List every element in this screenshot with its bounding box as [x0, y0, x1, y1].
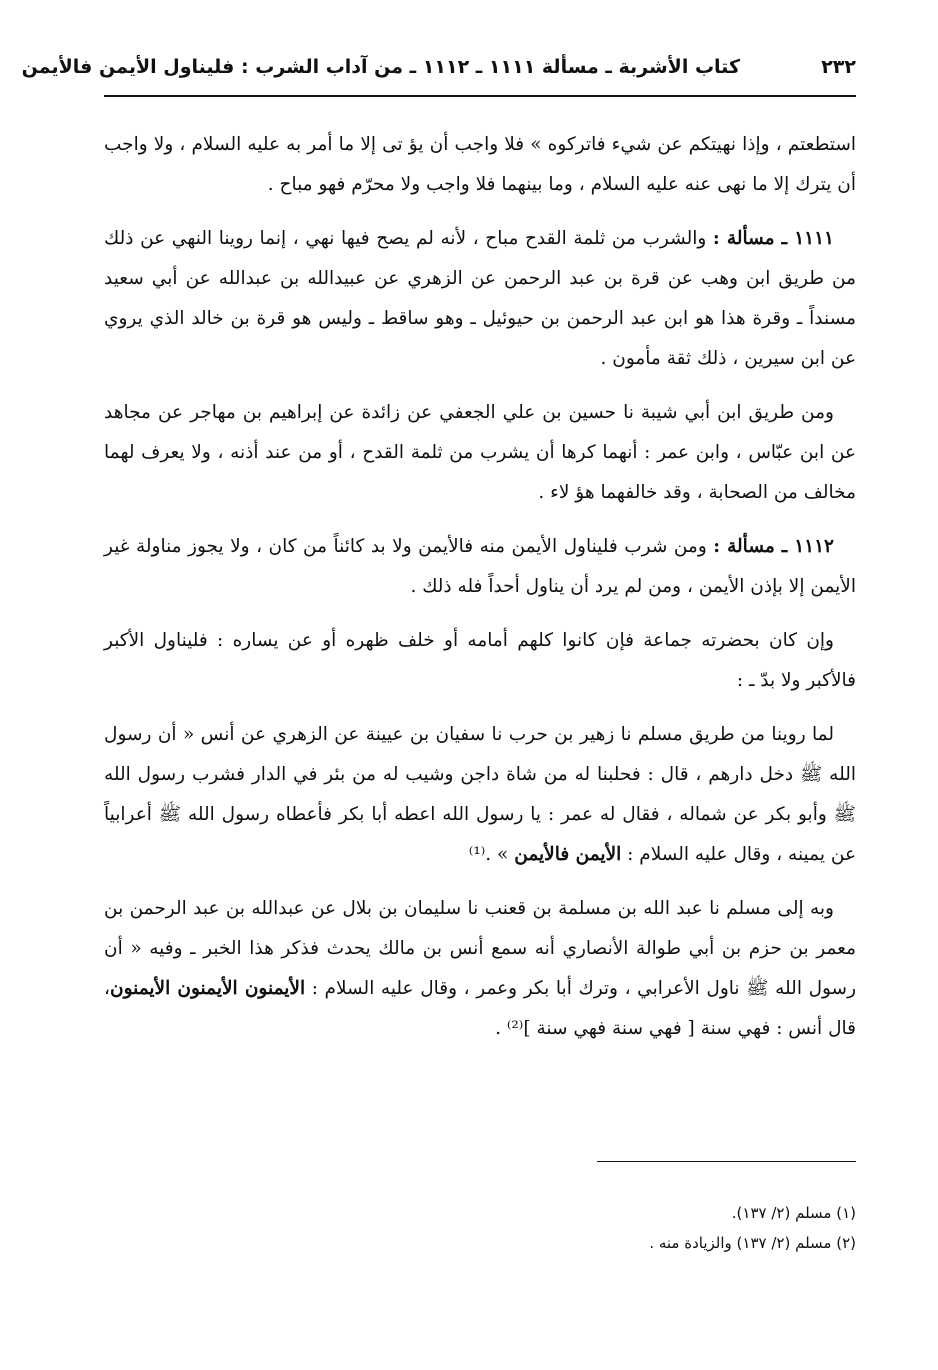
paragraph-text: لما روينا من طريق مسلم نا زهير بن حرب نا سفيان بن عيينة عن الزهري عن أنس « أن رسول الله ﷺ دخل دارهم ، قال : فحلبنا له من شاة داجن وشيب له من بئر في الدار فشرب رسول الله ﷺ وأبو بكر عن شماله ، فقال له عمر : يا رسول الله اعطه أبا بكر فأعطاه رسول الله ﷺ أعرابياً عن يمينه ، وقال عليه السلام :	[104, 724, 856, 865]
footnote-2: (٢) مسلم (٢/ ١٣٧) والزيادة منه .	[649, 1234, 856, 1252]
paragraph-hadith-1	[104, 715, 856, 875]
footnote-divider	[597, 1161, 856, 1162]
paragraph-masala-1111	[104, 219, 856, 379]
masala-number: ١١١٢ ـ مسألة :	[713, 536, 834, 557]
page-number: ٢٣٢	[821, 56, 856, 78]
paragraph	[104, 393, 856, 513]
header-divider	[104, 95, 856, 97]
hadith-quote-bold: الأيمنون الأيمنون الأيمنون	[109, 978, 306, 999]
paragraph-text: وإن كان بحضرته جماعة فإن كانوا كلهم أمامه أو خلف ظهره أو عن يساره : فليناول الأكبر فالأكبر ولا بدّ ـ :	[104, 630, 856, 691]
footnote-1: (١) مسلم (٢/ ١٣٧).	[731, 1204, 856, 1222]
paragraph-text: استطعتم ، وإذا نهيتكم عن شيء فاتركوه » فلا واجب أن يؤ تى إلا ما أمر به عليه السلام ، ولا واجب أن يترك إلا ما نهى عنه عليه السلام ، وما بينهما فلا واجب ولا محرّم فهو مباح .	[104, 134, 856, 195]
footnotes	[104, 1198, 856, 1258]
masala-number: ١١١١ ـ مسألة :	[712, 228, 834, 249]
paragraph-tail: ، قال أنس : فهي سنة [ فهي سنة فهي سنة ]⁽²⁾ .	[104, 978, 856, 1039]
paragraph-text: ومن شرب فليناول الأيمن منه فالأيمن ولا بد كائناً من كان ، ولا يجوز مناولة غير الأيمن إلا بإذن الأيمن ، ومن لم يرد أن يناول أحداً فله ذلك .	[104, 536, 856, 597]
paragraph-masala-1112	[104, 527, 856, 607]
running-title: كتاب الأشربة ـ مسألة ١١١١ ـ ١١١٢ ـ من آداب الشرب : فليناول الأيمن فالأيمن	[21, 56, 740, 78]
paragraph-hadith-2	[104, 889, 856, 1049]
paragraph-text: ومن طريق ابن أبي شيبة نا حسين بن علي الجعفي عن زائدة عن إبراهيم بن مهاجر عن مجاهد عن ابن عبّاس ، وابن عمر : أنهما كرها أن يشرب من ثلمة القدح ، أو من عند أذنه ، ولا يعرف لهما مخالف من الصحابة ، وقد خالفهما هؤ لاء .	[104, 402, 856, 503]
main-text	[104, 125, 856, 1063]
paragraph-text: والشرب من ثلمة القدح مباح ، لأنه لم يصح فيها نهي ، إنما روينا النهي عن ذلك من طريق ابن وهب عن قرة بن عبد الرحمن عن الزهري عن عبيدالله بن عبدالله عن أبي سعيد مسنداً ـ وقرة هذا هو ابن عبد الرحمن بن حيوئيل ـ وهو ساقط ـ وليس هو قرة بن خالد الذي يروي عن ابن سيرين ، ذلك ثقة مأمون .	[104, 228, 856, 369]
paragraph	[104, 621, 856, 701]
paragraph-text: وبه إلى مسلم نا عبد الله بن مسلمة بن قعنب نا سليمان بن بلال عن عبدالله بن عبد الرحمن بن معمر بن حزم بن أبي طوالة الأنصاري أنه سمع أنس بن مالك يحدث فذكر هذا الخبر ـ وفيه « أن رسول الله ﷺ ناول الأعرابي ، وترك أبا بكر وعمر ، وقال عليه السلام :	[104, 898, 856, 999]
running-head	[21, 52, 856, 86]
paragraph	[104, 125, 856, 205]
paragraph-tail: » .⁽¹⁾	[468, 844, 515, 865]
hadith-quote-bold: الأيمن فالأيمن	[514, 844, 622, 865]
